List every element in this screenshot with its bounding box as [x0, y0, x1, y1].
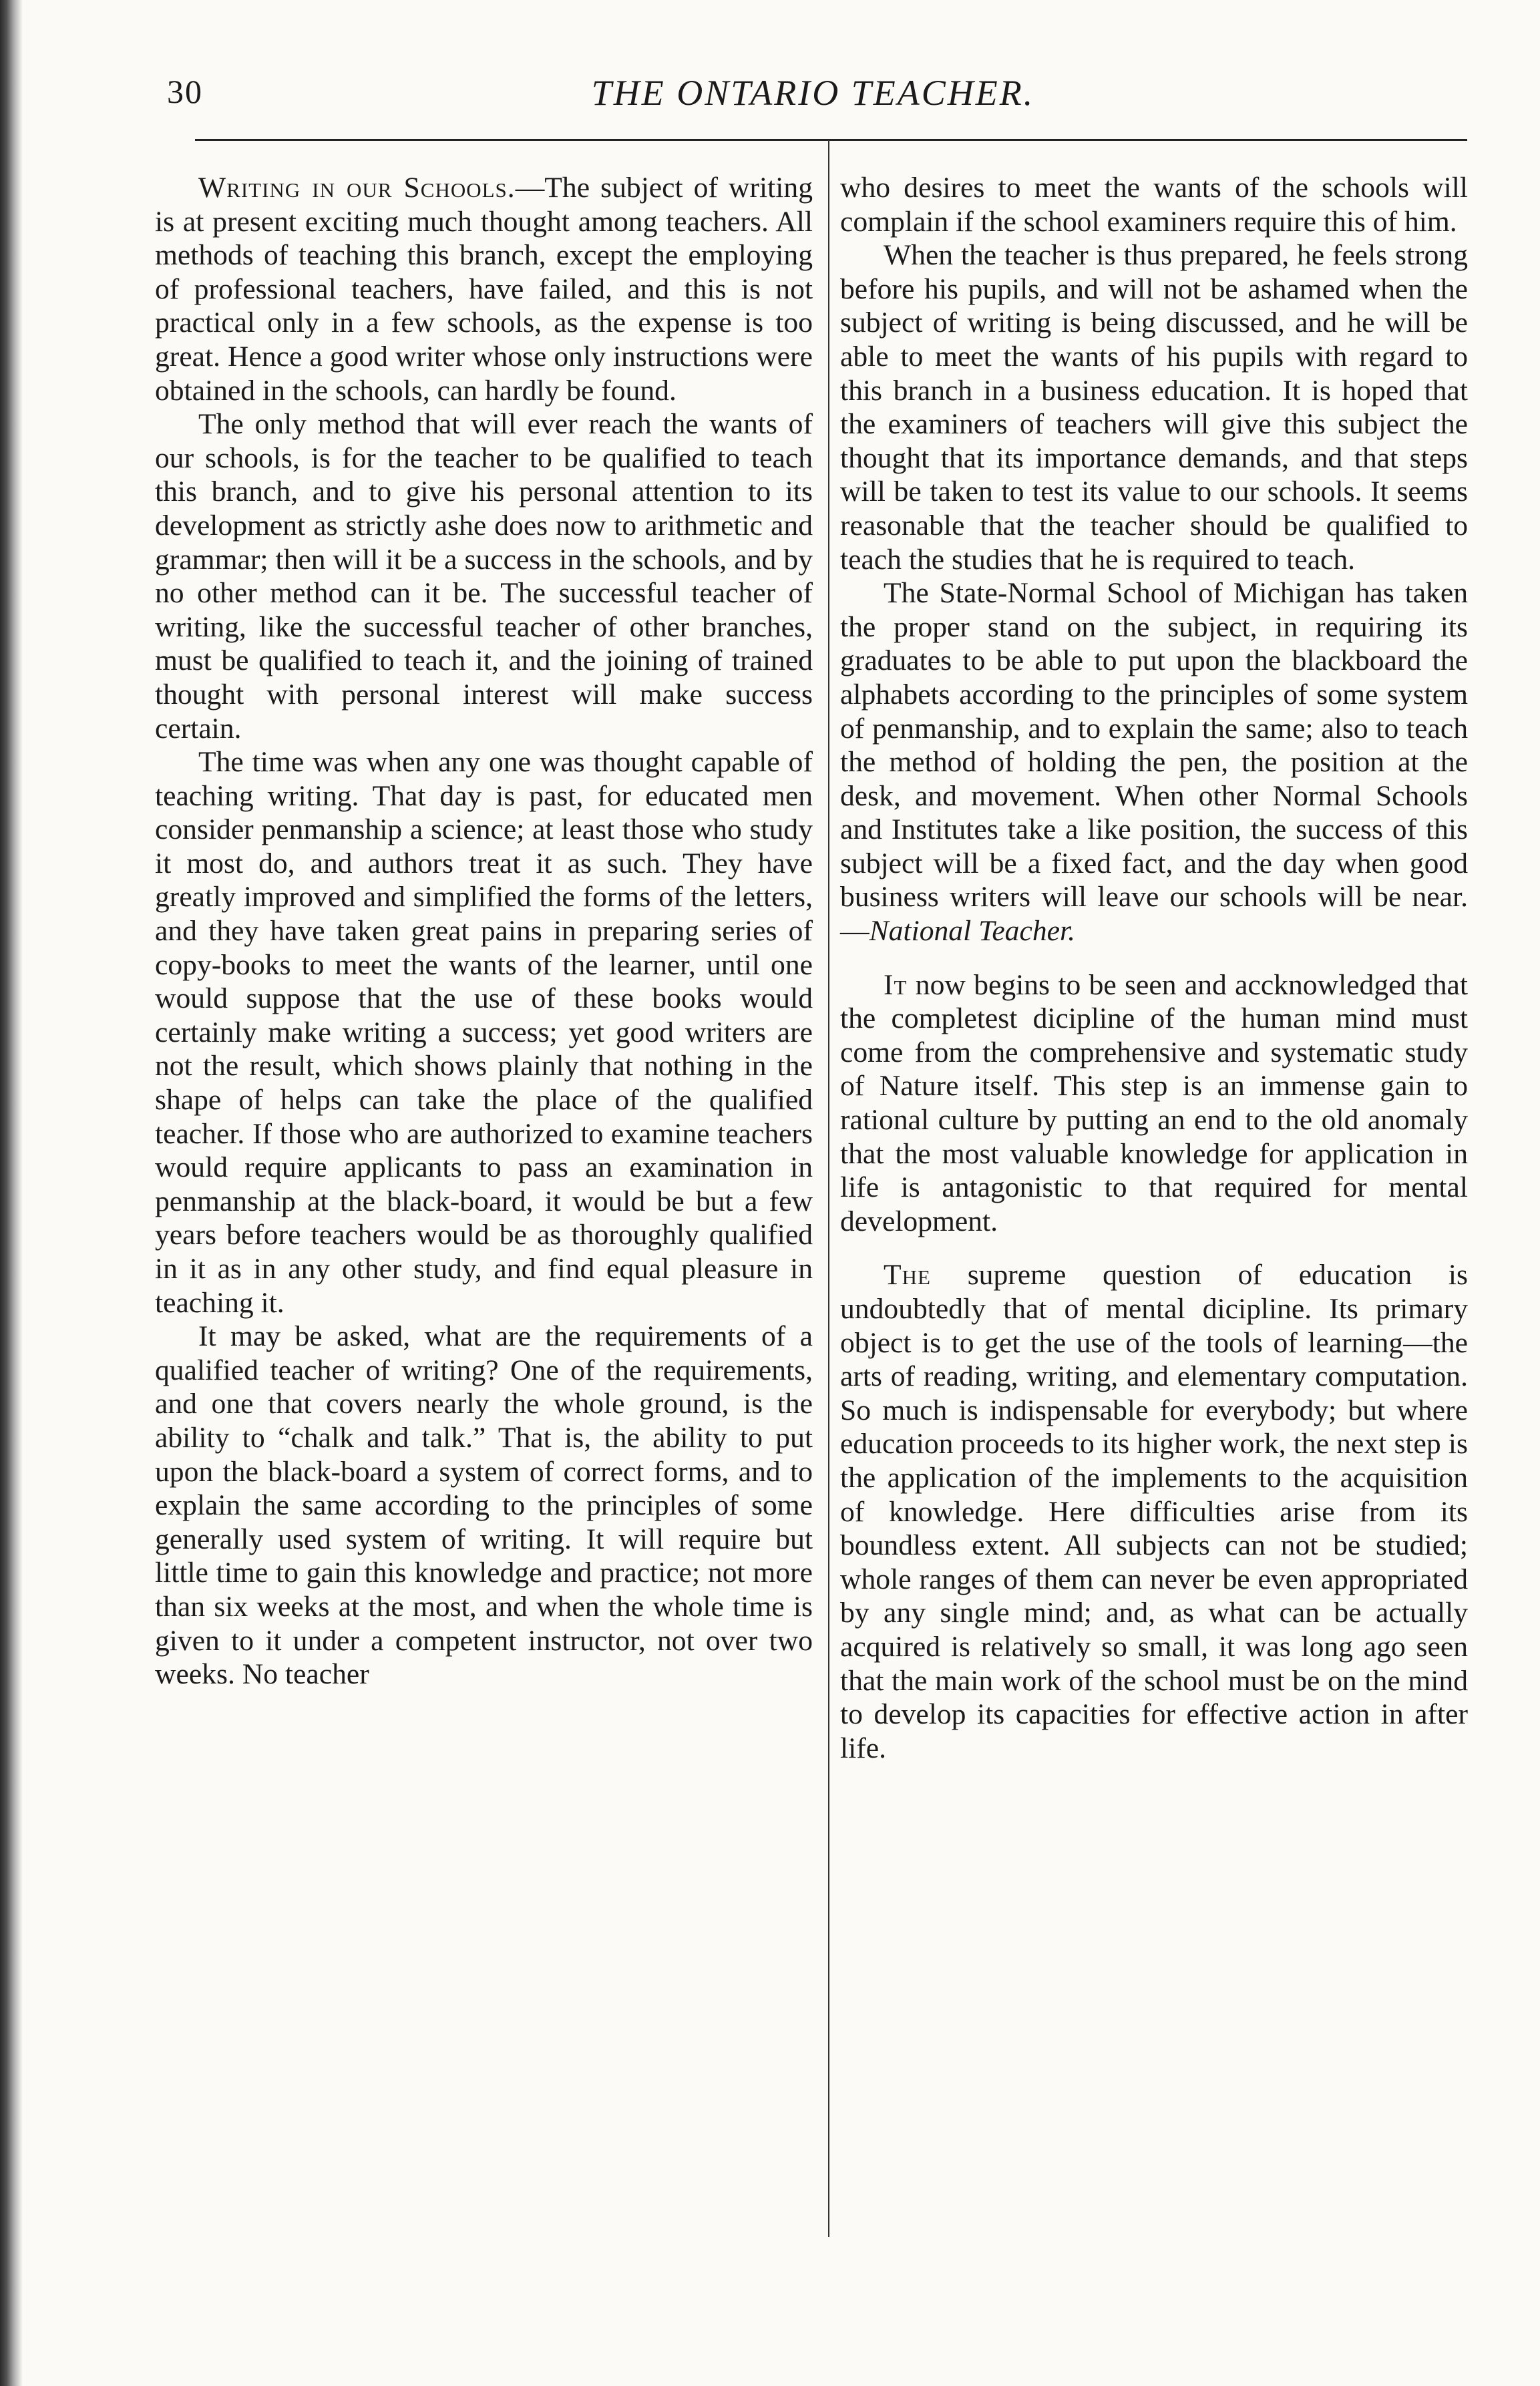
article-paragraph [155, 171, 813, 407]
article-paragraph: The only method that will ever reach the wants of our schools, is for the teacher to be qualified to teach this branch, and to give his personal attention to its development as strictly ashe does now to arithmetic and grammar; then will it be a success in the schools, and by no other method can it be. The successful teacher of writing, like the successful teacher of other branches, must be qualified to teach it, and the joining of trained thought with personal interest will make success certain. [155, 408, 813, 745]
article-paragraph [840, 1258, 1468, 1765]
column-divider [828, 140, 829, 2237]
left-column [155, 171, 813, 1692]
paragraph-text: —The subject of writing is at present exciting much thought among teachers. All methods of teaching this branch, except the employing of professional teachers, have failed, and this is not practical only in a few schools, as the expense is too great. Hence a good writer whose only instructions were obtained in the schools, can hardly be found. [155, 172, 813, 407]
article-paragraph [840, 576, 1468, 948]
paragraph-text: now begins to be seen and accknowledged that the completest dicipline of the human mind must come from the comprehensive and systematic study of Nature itself. This step is an immense gain to rational culture by putting an end to the old anomaly that the most valuable knowledge for application in life is antagonistic to that required for mental development. [840, 968, 1468, 1237]
header-rule [195, 139, 1467, 141]
section-gap [840, 948, 1468, 968]
journal-title: THE ONTARIO TEACHER. [591, 73, 1035, 113]
paragraph-text: The State-Normal School of Michigan has taken the proper stand on the subject, in requiring its graduates to be able to put upon the blackboard the alphabets according to the principles of some system of penmanship, and to explain the same; also to teach the method of holding the pen, the position at the desk, and movement. When other Normal Schools and Institutes take a like position, the success of this subject will be a fixed fact, and the day when good business writers will leave our schools will be near.— [840, 577, 1468, 948]
right-column [840, 171, 1468, 1765]
article-paragraph [840, 968, 1468, 1239]
page-number: 30 [167, 73, 203, 110]
paragraph-lead: The [884, 1259, 931, 1291]
paragraph-lead: It [884, 968, 908, 1001]
section-gap [840, 1238, 1468, 1258]
article-paragraph: When the teacher is thus prepared, he feels strong before his pupils, and will not be ashamed when the subject of writing is being discussed, and he will be able to meet the wants of his pupils with regard to this branch in a business education. It is hoped that the examiners of teachers will give this subject the thought that its importance demands, and that steps will be taken to test its value to our schools. It seems reasonable that the teacher should be qualified to teach the studies that he is required to teach. [840, 239, 1468, 576]
article-paragraph: The time was when any one was thought capable of teaching writing. That day is past, for educated men consider penmanship a science; at least those who study it most do, and authors treat it as such. They have greatly improved and simplified the forms of the letters, and they have taken great pains in preparing series of copy-books to meet the wants of the learner, until one would suppose that the use of these books would certainly make writing a success; yet good writers are not the result, which shows plainly that nothing in the shape of helps can take the place of the qualified teacher. If those who are authorized to examine teachers would require applicants to pass an examination in penmanship at the black-board, it would be but a few years before teachers would be as thoroughly qualified in it as in any other study, and find equal pleasure in teaching it. [155, 746, 813, 1319]
source-citation: National Teacher. [869, 915, 1076, 948]
article-paragraph: who desires to meet the wants of the schools will complain if the school examiners require this of him. [840, 172, 1468, 238]
book-spine-edge [0, 0, 23, 2386]
article-paragraph: It may be asked, what are the requirements of a qualified teacher of writing? One of the requirements, and one that covers nearly the whole ground, is the ability to “chalk and talk.” That is, the ability to put upon the black-board a system of correct forms, and to explain the same according to the principles of some generally used system of writing. It will require but little time to gain this knowledge and practice; not more than six weeks at the most, and when the whole time is given to it under a competent instructor, not over two weeks. No teacher [155, 1320, 813, 1691]
page-header [160, 67, 1466, 131]
paragraph-text: supreme question of education is undoubtedly that of mental dicipline. Its primary object is to get the use of the tools of learning—the arts of reading, writing, and elementary computation. So much is indispensable for everybody; but where education proceeds to its higher work, the next step is the application of the implements to the acquisition of knowledge. Here difficulties arise from its boundless extent. All subjects can not be studied; whole ranges of them can never be even appropriated by any single mind; and, as what can be actually acquired is relatively so small, it was long ago seen that the main work of the school must be on the mind to develop its capacities for effective action in after life. [840, 1259, 1468, 1764]
article-heading: Writing in our Schools. [198, 172, 516, 204]
